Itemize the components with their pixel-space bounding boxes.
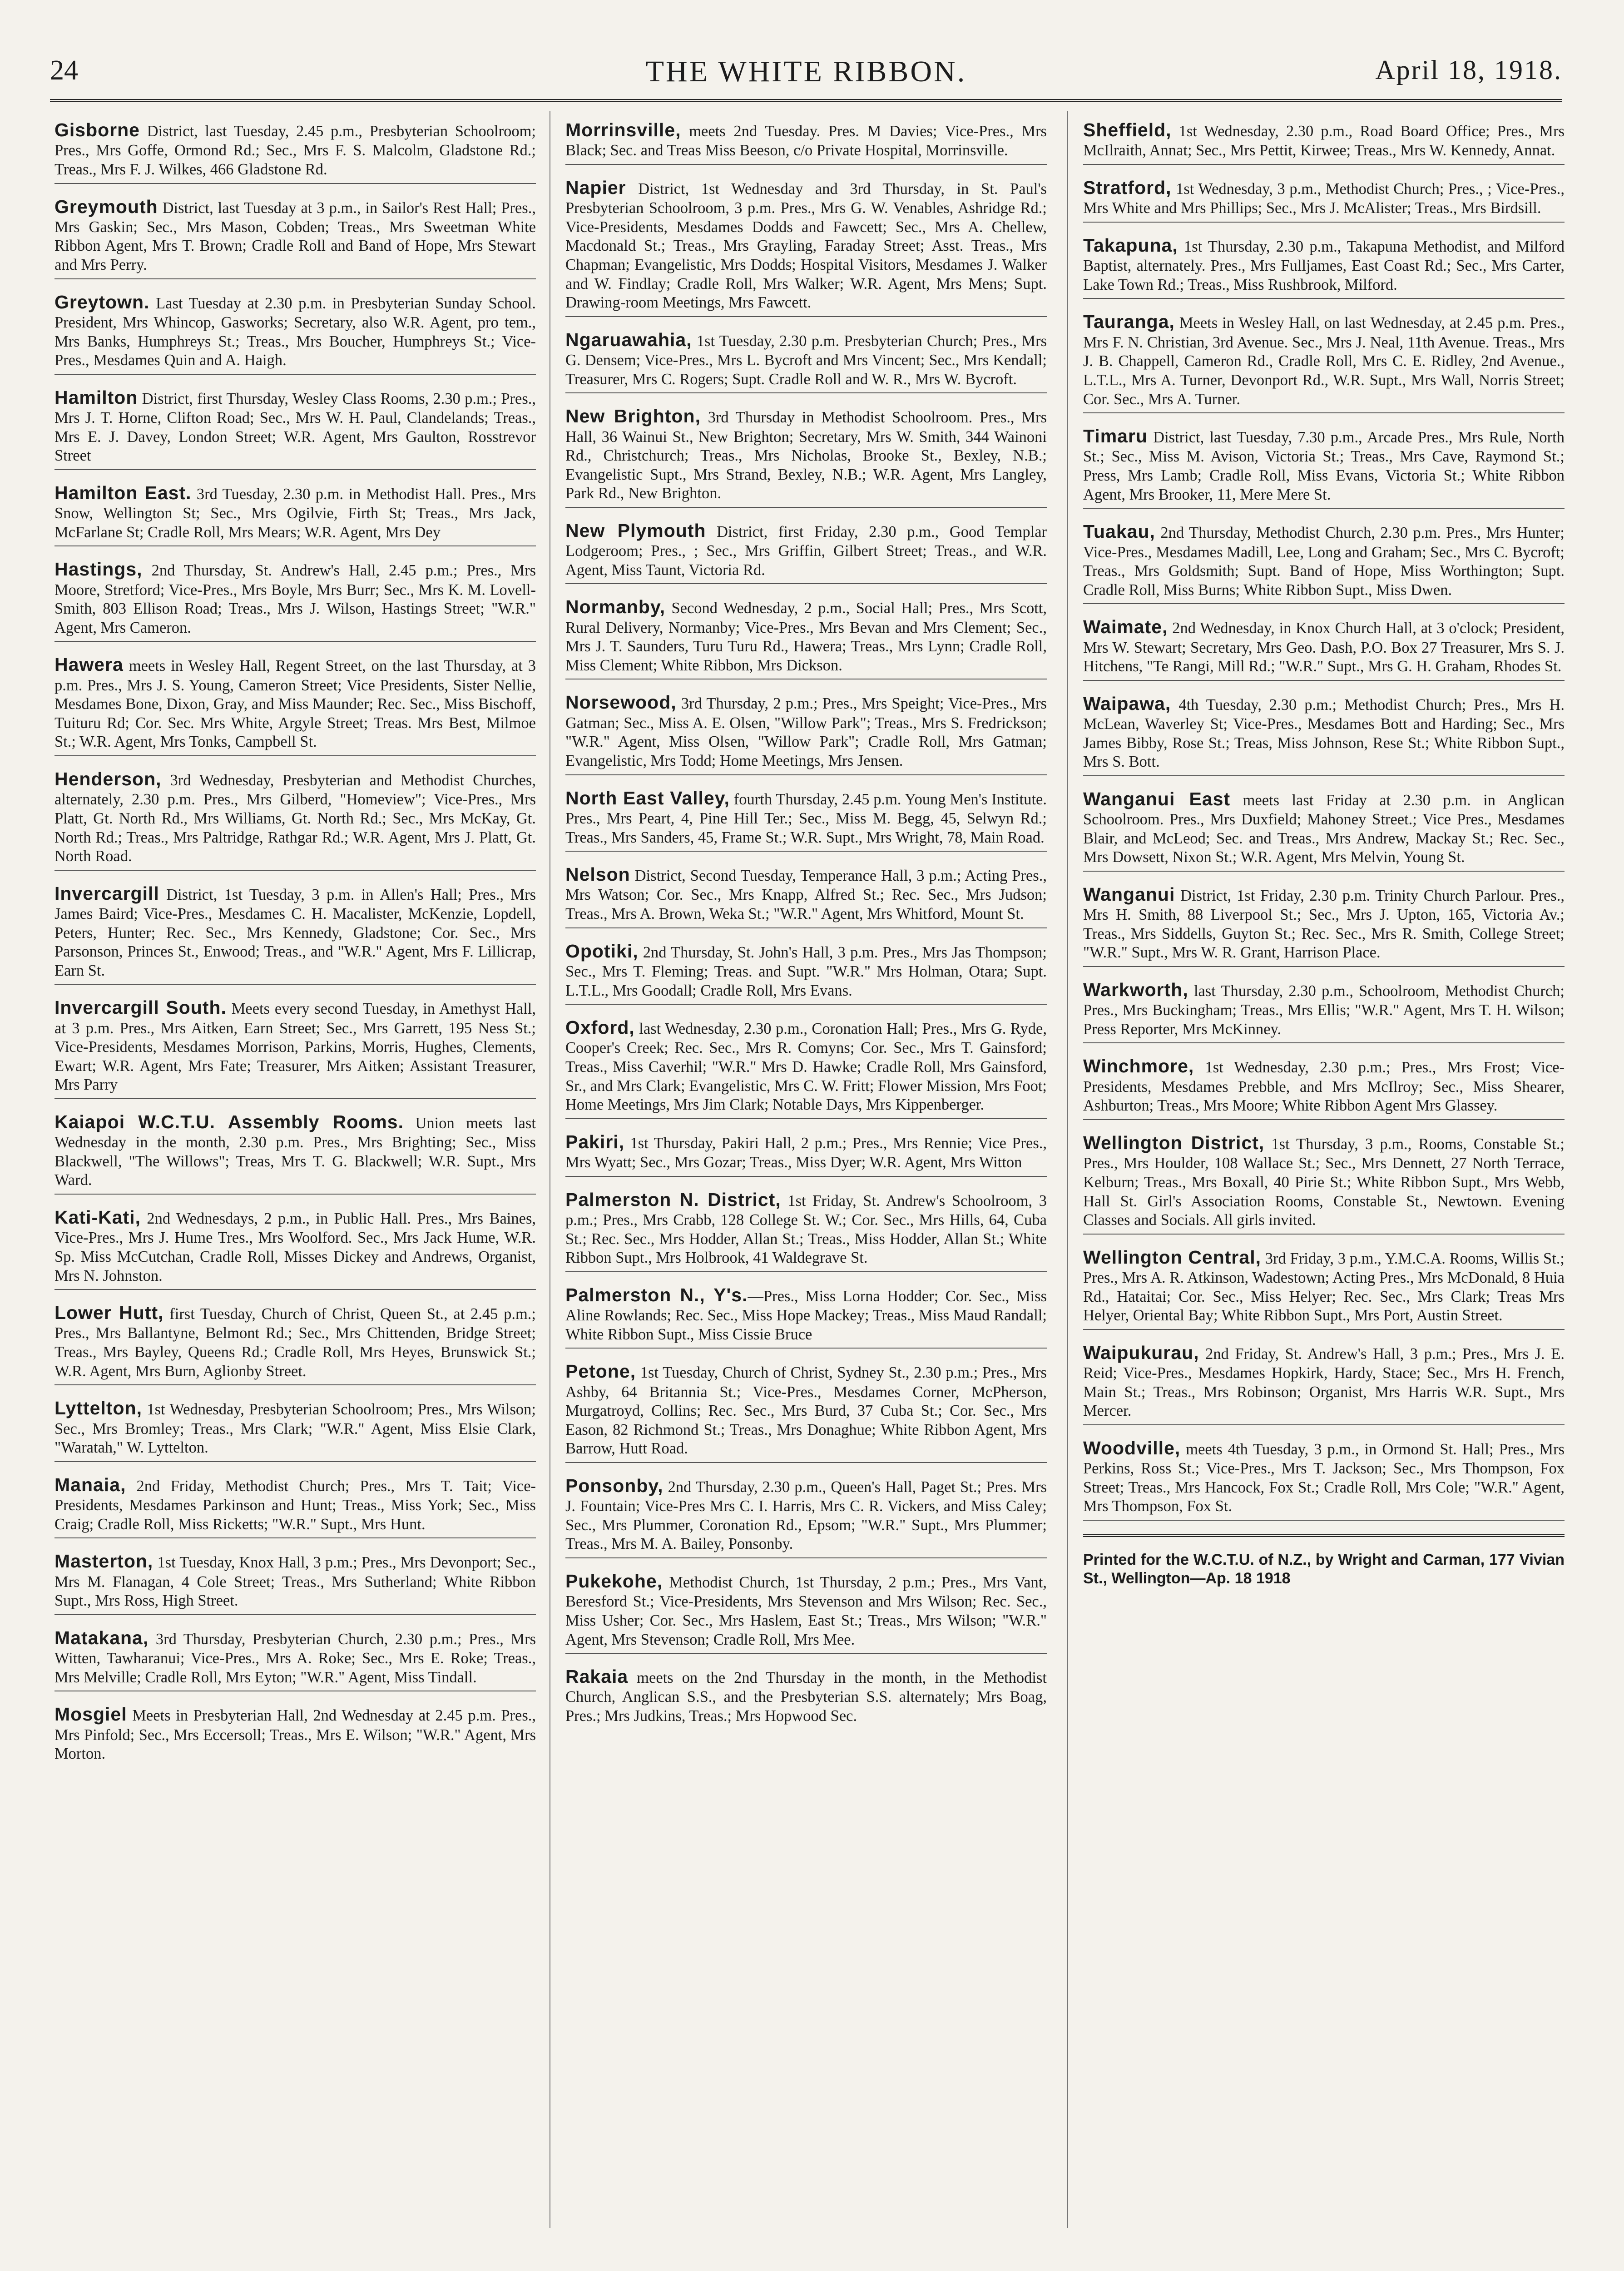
- branch-details: 2nd Friday, Methodist Church; Pres., Mrs T. Tait; Vice-Presidents, Mesdames Parkinson and Hunt; Treas., Miss York; Sec., Miss Craig; Cradle Roll, Miss Ricketts; "W.R." Supt., Mrs Hunt.: [54, 1477, 536, 1533]
- masthead-title: THE WHITE RIBBON.: [645, 55, 967, 88]
- branch-entry: [1083, 883, 1565, 967]
- branch-name: Lower Hutt,: [54, 1302, 164, 1324]
- branch-name: Palmerston N., Y's.: [565, 1284, 748, 1305]
- branch-entry: [1083, 1246, 1565, 1330]
- issue-date: April 18, 1918.: [1375, 55, 1562, 85]
- branch-name: Gisborne: [54, 119, 140, 140]
- branch-details: 3rd Friday, 3 p.m., Y.M.C.A. Rooms, Willis St.; Pres., Mrs A. R. Atkinson, Wadestown; Acting Pres., Mrs McDonald, 8 Huia Rd., Hataitai; Cor. Sec., Miss Helyer; Rec. Sec., Mrs Clark; Treas Mrs Helyer, Oriental Bay; White Ribbon Supt., Mrs Port, Austin Street.: [1083, 1250, 1565, 1324]
- branch-details: —Pres., Miss Lorna Hodder; Cor. Sec., Miss Aline Rowlands; Rec. Sec., Miss Hope Mackey; Treas., Miss Maud Randall; White Ribbon Supt., Miss Cissie Bruce: [565, 1287, 1047, 1343]
- branch-name: Morrinsville,: [565, 119, 681, 140]
- branch-entry: [565, 1570, 1047, 1654]
- branch-details: 1st Tuesday, Knox Hall, 3 p.m.; Pres., Mrs Devonport; Sec., Mrs M. Flanagan, 4 Cole Street; Treas., Mrs Sutherland; White Ribbon Supt., Mrs Ross, High Street.: [54, 1554, 536, 1610]
- branch-entry: [54, 1703, 536, 1767]
- branch-entry: [54, 119, 536, 184]
- branch-name: Hamilton East.: [54, 482, 192, 503]
- branch-entry: [565, 329, 1047, 394]
- branch-name: North East Valley,: [565, 787, 730, 808]
- branch-entry: [1083, 119, 1565, 165]
- branch-name: Normanby,: [565, 596, 666, 618]
- branch-name: Waipukurau,: [1083, 1342, 1199, 1363]
- branch-details: fourth Thursday, 2.45 p.m. Young Men's Institute. Pres., Mrs Peart, 4, Pine Hill Ter.; Sec., Miss M. Begg, 45, Selwyn Rd.; Treas., Mrs Sanders, 45, Frame St.; W.R. Supt., Mrs Wright, 78, Main Road.: [565, 790, 1047, 846]
- branch-name: Nelson: [565, 864, 630, 885]
- branch-details: 1st Tuesday, 2.30 p.m. Presbyterian Church; Pres., Mrs G. Densem; Vice-Pres., Mrs L. Bycroft and Mrs Vincent; Sec., Mrs Kendall; Treasurer, Mrs C. Rogers; Supt. Cradle Roll and W. R., Mrs W. Bycroft.: [565, 332, 1047, 388]
- branch-details: District, 1st Tuesday, 3 p.m. in Allen's Hall; Pres., Mrs James Baird; Vice-Pres., Mesdames C. H. Macalister, McKenzie, Lopdell, Peters, Hunter; Rec. Sec., Mrs Kennedy, Gladstone; Cor. Sec., Mrs Parsonson, Princes St., Enwood; Treas., and "W.R." Agent, Mrs F. Lillicrap, Earn St.: [54, 886, 536, 979]
- page-number: 24: [50, 55, 78, 86]
- branch-name: New Plymouth: [565, 520, 706, 541]
- branch-details: Second Wednesday, 2 p.m., Social Hall; Pres., Mrs Scott, Rural Delivery, Normanby; Vice-Pres., Mrs Bevan and Mrs Clement; Sec., Mrs J. T. Saunders, Turu Turu Rd., Hawera; Treas., Mrs Lynn; Cradle Roll, Miss Clement; White Ribbon, Mrs Dickson.: [565, 600, 1047, 674]
- branch-details: 3rd Thursday, 2 p.m.; Pres., Mrs Speight; Vice-Pres., Mrs Gatman; Sec., Miss A. E. Olsen, "Willow Park"; Treas., Mrs S. Fredrickson; "W.R." Agent, Miss Olsen, "Willow Park"; Cradle Roll, Mrs Gatman; Evangelistic, Mrs Todd; Home Meetings, Mrs Jensen.: [565, 695, 1047, 769]
- branch-details: 2nd Thursday, 2.30 p.m., Queen's Hall, Paget St.; Pres. Mrs J. Fountain; Vice-Pres Mrs C. I. Harris, Mrs C. R. Vickers, and Miss Caley; Sec., Mrs Plummer, Coronation Rd., Epsom; "W.R." Supt., Mrs Plummer; Treas., Mrs M. A. Bailey, Ponsonby.: [565, 1478, 1047, 1553]
- branch-details: 1st Thursday, 3 p.m., Rooms, Constable St.; Pres., Mrs Houlder, 108 Wallace St.; Sec., Mrs Dennett, 27 North Terrace, Kelburn; Treas., Mrs Boxall, 40 Pirie St.; White Ribbon Supt., Mrs Webb, Hall St. Girl's Association Rooms, Constable St., Newtown. Evening Classes and Socials. All girls invited.: [1083, 1136, 1565, 1229]
- branch-details: 1st Wednesday, 2.30 p.m.; Pres., Mrs Frost; Vice-Presidents, Mesdames Prebble, and Mrs McIlroy; Sec., Miss Shearer, Ashburton; Treas., Mrs Moore; White Ribbon Agent Mrs Glassey.: [1083, 1059, 1565, 1115]
- branch-entry: [1083, 1437, 1565, 1521]
- branch-entry: [565, 1016, 1047, 1119]
- branch-name: Pakiri,: [565, 1131, 625, 1152]
- branch-name: New Brighton,: [565, 406, 701, 427]
- branch-entry: [565, 787, 1047, 852]
- branch-entry: [565, 863, 1047, 928]
- branch-name: Takapuna,: [1083, 234, 1178, 256]
- branch-name: Waimate,: [1083, 616, 1168, 638]
- branch-entry: [54, 1627, 536, 1692]
- branch-details: 2nd Thursday, St. Andrew's Hall, 2.45 p.m.; Pres., Mrs Moore, Stretford; Vice-Pres., Mrs Boyle, Mrs Burr; Sec., Mrs K. M. Lovell-Smith, 803 Ellison Road; Treas., Mrs J. Wilson, Hastings Street; "W.R." Agent, Mrs Cameron.: [54, 562, 536, 636]
- branch-name: Oxford,: [565, 1017, 635, 1038]
- branch-entry: [1083, 616, 1565, 681]
- branch-details: last Thursday, 2.30 p.m., Schoolroom, Methodist Church; Pres., Mrs Buckingham; Treas., Mrs Ellis; "W.R." Agent, Mrs T. H. Wilson; Press Reporter, Mrs McKinney.: [1083, 982, 1565, 1038]
- branch-details: 1st Wednesday, Presbyterian Schoolroom; Pres., Mrs Wilson; Sec., Mrs Bromley; Treas., Mrs Clark; "W.R." Agent, Miss Elsie Clark, "Waratah," W. Lyttelton.: [54, 1401, 536, 1457]
- branch-entry: [54, 558, 536, 642]
- branch-details: District, 1st Wednesday and 3rd Thursday, in St. Paul's Presbyterian Schoolroom, 3 p.m. Pres., Mrs G. W. Venables, Ashridge Rd.; Vice-Presidents, Mesdames Dodds and Fawcett; Sec., Mrs A. Chellew, Macdonald St.; Treas., Mrs Grayling, Faraday Street; Asst. Treas., Mrs Chapman; Evangelistic, Mrs Dodds; Hospital Visitors, Mesdames J. Walker and W. Findlay; Cradle Roll, Mrs Walker; W.R. Agent, Mrs Mens; Supt. Drawing-room Meetings, Mrs Fawcett.: [565, 180, 1047, 312]
- branch-entry: [1083, 521, 1565, 604]
- branch-name: Wanganui East: [1083, 788, 1231, 809]
- branch-name: Greymouth: [54, 196, 158, 217]
- branch-details: 2nd Wednesday, in Knox Church Hall, at 3 o'clock; President, Mrs W. Stewart; Secretary, Mrs Geo. Dash, P.O. Box 27 Treasurer, Mrs S. J. Hitchens, "Te Rangi, Mill Rd.; "W.R." Supt., Mrs G. H. Graham, Rhodes St.: [1083, 620, 1565, 675]
- branch-details: 2nd Friday, St. Andrew's Hall, 3 p.m.; Pres., Mrs J. E. Reid; Vice-Pres., Mesdames Hopkirk, Hardy, Stace; Sec., Mrs H. French, Main St.; Treas., Mrs Robinson; Organist, Mrs Harris W.R. Supt., Mrs Mercer.: [1083, 1345, 1565, 1420]
- branch-entry: [565, 520, 1047, 585]
- branch-details: 1st Friday, St. Andrew's Schoolroom, 3 p.m.; Pres., Mrs Crabb, 128 College St. W.; Cor. Sec., Mrs Hills, 64, Cuba St.; Rec. Sec., Mrs Hodder, Allan St.; Treas., Miss Hodder, Allan St.; White Ribbon Supt., Mrs Holbrook, 41 Waldegrave St.: [565, 1192, 1047, 1267]
- branch-name: Matakana,: [54, 1627, 149, 1648]
- branch-entry: [54, 768, 536, 871]
- branch-details: 2nd Thursday, St. John's Hall, 3 p.m. Pres., Mrs Jas Thompson; Sec., Mrs T. Fleming; Treas. and Supt. "W.R." Mrs Holman, Otara; Supt. L.T.L., Mrs Goodall; Cradle Roll, Mrs Evans.: [565, 943, 1047, 999]
- branch-entry: [54, 387, 536, 470]
- branch-details: Meets in Presbyterian Hall, 2nd Wednesday at 2.45 p.m. Pres., Mrs Pinfold; Sec., Mrs Eccersoll; Treas., Mrs E. Wilson; "W.R." Agent, Mrs Morton.: [54, 1707, 536, 1763]
- branch-details: District, first Friday, 2.30 p.m., Good Templar Lodgeroom; Pres., ; Sec., Mrs Griffin, Gilbert Street; Treas., and W.R. Agent, Miss Taunt, Victoria Rd.: [565, 523, 1047, 579]
- branch-entry: [565, 177, 1047, 317]
- branch-details: 4th Tuesday, 2.30 p.m.; Methodist Church; Pres., Mrs H. McLean, Waverley St; Vice-Pres., Mesdames Bott and Harding; Sec., Mrs James Bibby, Rose St.; Treas, Miss Johnson, Rese St.; White Ribbon Supt., Mrs S. Bott.: [1083, 696, 1565, 771]
- branch-name: Lyttelton,: [54, 1398, 142, 1419]
- branch-details: 3rd Thursday, Presbyterian Church, 2.30 p.m.; Pres., Mrs Witten, Tawharanui; Vice-Pres., Mrs A. Roke; Sec., Mrs E. Roke; Treas., Mrs Melville; Cradle Roll, Mrs Eyton; "W.R." Agent, Miss Tindall.: [54, 1630, 536, 1686]
- branch-name: Invercargill: [54, 883, 159, 904]
- branch-entry: [1083, 311, 1565, 413]
- branch-entry: [54, 654, 536, 756]
- branch-entry: [54, 196, 536, 279]
- branch-entry: [1083, 1055, 1565, 1120]
- branch-entry: [565, 1189, 1047, 1272]
- branch-name: Hamilton: [54, 387, 138, 408]
- branch-name: Opotiki,: [565, 940, 639, 962]
- branch-name: Pukekohe,: [565, 1571, 663, 1592]
- branch-entry: [1083, 1132, 1565, 1235]
- branch-details: 2nd Wednesdays, 2 p.m., in Public Hall. Pres., Mrs Baines, Vice-Pres., Mrs J. Hume Tres., Mrs Woolford. Sec., Mrs Jack Hume, W.R. Sp. Miss McCutchan, Cradle Roll, Misses Dickey and Andrews, Organist, Mrs N. Johnston.: [54, 1210, 536, 1284]
- branch-name: Palmerston N. District,: [565, 1189, 781, 1210]
- branch-details: District, 1st Friday, 2.30 p.m. Trinity Church Parlour. Pres., Mrs H. Smith, 88 Liverpool St.; Sec., Mrs J. Upton, 165, Victoria Av.; Treas., Mrs Siddells, Guyton St.; Rec. Sec., Mrs R. Smith, College Street; "W.R." Supt., Mrs W. R. Grant, Harrison Place.: [1083, 887, 1565, 962]
- branch-details: meets on the 2nd Thursday in the month, in the Methodist Church, Anglican S.S., and the Presbyterian S.S. alternately; Mrs Boag, Pres.; Mrs Judkins, Treas.; Mrs Hopwood Sec.: [565, 1669, 1047, 1725]
- branch-entry: [54, 1206, 536, 1290]
- branch-entry: [54, 1474, 536, 1539]
- branch-details: 1st Thursday, 2.30 p.m., Takapuna Methodist, and Milford Baptist, alternately. Pres., Mrs Fulljames, East Coast Rd.; Sec., Mrs Carter, Lake Town Rd.; Treas., Miss Rushbrook, Milford.: [1083, 238, 1565, 293]
- branch-name: Waipawa,: [1083, 693, 1171, 714]
- branch-name: Winchmore,: [1083, 1056, 1194, 1077]
- branch-details: District, last Tuesday, 2.45 p.m., Presbyterian Schoolroom; Pres., Mrs Goffe, Ormond Rd.; Sec., Mrs F. S. Malcolm, Gladstone Rd.; Treas., Mrs F. J. Wilkes, 466 Gladstone Rd.: [54, 123, 536, 178]
- column-2: [565, 119, 1047, 1741]
- branch-details: Meets every second Tuesday, in Amethyst Hall, at 3 p.m. Pres., Mrs Aitken, Earn Street; Sec., Mrs Garrett, 195 Ness St.; Vice-Presidents, Mesdames Morrison, Parkins, Morris, Hughes, Clements, Ewart; W.R. Agent, Mrs Fate; Treasurer, Mrs Aitken; Assistant Treasurer, Mrs Parry: [54, 1000, 536, 1094]
- printer-imprint: Printed for the W.C.T.U. of N.Z., by Wright and Carman, 177 Vivian St., Wellington—Ap. 18 1918: [1083, 1534, 1565, 1588]
- branch-name: Masterton,: [54, 1551, 153, 1572]
- branch-details: meets last Friday at 2.30 p.m. in Anglican Schoolroom. Pres., Mrs Duxfield; Mahoney Street.; Vice Pres., Mesdames Blair, and McLeod; Sec. and Treas., Mrs Andrew, Mackay St.; Rec. Sec., Mrs Dowsett, Nixon St.; W.R. Agent, Mrs Melvin, Young St.: [1083, 791, 1565, 866]
- branch-details: District, last Tuesday, 7.30 p.m., Arcade Pres., Mrs Rule, North St.; Sec., Miss M. Avison, Victoria St.; Treas., Mrs Cave, Raymond St.; Press, Mrs Lamb; Cradle Roll, Miss Evans, Victoria St.; White Ribbon Agent, Mrs Brooker, 11, Mere Mere St.: [1083, 429, 1565, 503]
- branch-entry: [565, 1360, 1047, 1463]
- branch-name: Wellington District,: [1083, 1132, 1265, 1153]
- branch-entry: [54, 1302, 536, 1385]
- branch-name: Invercargill South.: [54, 997, 227, 1018]
- branch-name: Petone,: [565, 1361, 636, 1382]
- branch-entry: [54, 997, 536, 1099]
- branch-details: 3rd Thursday in Methodist Schoolroom. Pres., Mrs Hall, 36 Wainui St., New Brighton; Secretary, Mrs W. Smith, 344 Wainoni Rd., Christchurch; Treas., Mrs Nicholas, Brooke St., Bexley, N.B.; Evangelistic Supt., Mrs Strand, Bexley, N.B.; W.R. Agent, Mrs Langley, Park Rd., New Brighton.: [565, 409, 1047, 502]
- branch-details: 1st Tuesday, Church of Christ, Sydney St., 2.30 p.m.; Pres., Mrs Ashby, 64 Britannia St.; Vice-Pres., Mesdames Corner, McPherson, Murgatroyd, Collins; Rec. Sec., Mrs Burd, 37 Cuba St.; Cor. Sec., Mrs Eason, 82 Richmond St.; Treas., Mrs Donaghue; White Ribbon Agent, Mrs Barrow, Hutt Road.: [565, 1364, 1047, 1458]
- branch-name: Rakaia: [565, 1666, 629, 1687]
- branch-entry: [54, 291, 536, 375]
- branch-details: 2nd Thursday, Methodist Church, 2.30 p.m. Pres., Mrs Hunter; Vice-Pres., Mesdames Madill, Lee, Long and Graham; Sec., Mrs C. Bycroft; Treas., Mrs Goldsmith; Supt. Band of Hope, Miss Worthington; Supt. Cradle Roll, Miss Burns; White Ribbon Supt., Miss Dwen.: [1083, 524, 1565, 599]
- header-rule: [50, 99, 1562, 102]
- column-divider: [1067, 111, 1068, 2228]
- branch-name: Manaia,: [54, 1474, 126, 1495]
- branch-entry: [565, 691, 1047, 775]
- branch-details: Last Tuesday at 2.30 p.m. in Presbyterian Sunday School. President, Mrs Whincop, Gasworks; Secretary, also W.R. Agent, pro tem., Mrs Banks, Humphreys St.; Treas., Mrs Boucher, Humphreys St.; Vice-Pres., Mesdames Quin and A. Haigh.: [54, 294, 536, 369]
- branch-name: Stratford,: [1083, 177, 1172, 198]
- branch-name: Kaiapoi W.C.T.U. Assembly Rooms.: [54, 1111, 404, 1132]
- branch-entry: [1083, 788, 1565, 872]
- branch-details: meets 2nd Tuesday. Pres. M Davies; Vice-Pres., Mrs Black; Sec. and Treas Miss Beeson, c/o Private Hospital, Morrinsville.: [565, 123, 1047, 159]
- branch-entry: [1083, 979, 1565, 1044]
- column-1: [54, 119, 536, 1779]
- branch-entry: [54, 883, 536, 985]
- branch-name: Ponsonby,: [565, 1475, 663, 1496]
- branch-entry: [54, 1550, 536, 1615]
- branch-details: meets in Wesley Hall, Regent Street, on the last Thursday, at 3 p.m. Pres., Mrs J. S. Young, Cameron Street; Vice Presidents, Sister Nellie, Mesdames Bone, Dixon, Gray, and Miss Maunder; Rec. Sec., Miss Bischoff, Tuituru Rd; Cor. Sec. Mrs White, Argyle Street; Treas. Mrs Best, Milmoe St.; W.R. Agent, Mrs Tonks, Campbell St.: [54, 657, 536, 751]
- branch-name: Timaru: [1083, 426, 1148, 447]
- branch-entry: [565, 1475, 1047, 1558]
- branch-entry: [565, 596, 1047, 679]
- branch-name: Ngaruawahia,: [565, 329, 692, 350]
- branch-details: Union meets last Wednesday in the month, 2.30 p.m. Pres., Mrs Brighting; Sec., Miss Blackwell, "The Willows"; Treas, Mrs T. G. Blackwell; W.R. Supt., Mrs Ward.: [54, 1114, 536, 1189]
- branch-name: Wellington Central,: [1083, 1246, 1261, 1268]
- branch-details: 1st Wednesday, 3 p.m., Methodist Church; Pres., ; Vice-Pres., Mrs White and Mrs Phillips; Sec., Mrs J. McAlister; Treas., Mrs Birdsill.: [1083, 180, 1565, 217]
- branch-details: last Wednesday, 2.30 p.m., Coronation Hall; Pres., Mrs G. Ryde, Cooper's Creek; Rec. Sec., Mrs R. Comyns; Cor. Sec., Mrs T. Gainsford; Treas., Miss Caverhil; "W.R." Mrs D. Hawke; Cradle Roll, Mrs Gainsford, Sr., and Mrs Clark; Evangelistic, Mrs C. W. Fritt; Flower Mission, Mrs Foot; Home Meetings, Mrs Jim Clark; Notable Days, Mrs Kippenberger.: [565, 1020, 1047, 1114]
- branch-name: Hawera: [54, 654, 124, 675]
- branch-entry: [54, 482, 536, 547]
- branch-entry: [1083, 234, 1565, 299]
- branch-name: Napier: [565, 177, 626, 198]
- branch-details: Meets in Wesley Hall, on last Wednesday, at 2.45 p.m. Pres., Mrs F. N. Christian, 3rd Avenue. Sec., Mrs J. Neal, 11th Avenue. Treas., Mrs J. B. Chappell, Cameron Rd., Cradle Roll, Mrs C. E. Ridley, 2nd Avenue., L.T.L., Mrs A. Turner, Devonport Rd., W.R. Supt., Mrs Wall, Norris Street; Cor. Sec., Mrs A. Turner.: [1083, 314, 1565, 408]
- branch-details: first Tuesday, Church of Christ, Queen St., at 2.45 p.m.; Pres., Mrs Ballantyne, Belmont Rd.; Sec., Mrs Chittenden, Bridge Street; Treas., Mrs Bayley, Queens Rd.; Cradle Roll, Mrs Heyes, Brunswick St.; W.R. Agent, Mrs Burn, Aglionby Street.: [54, 1305, 536, 1380]
- branch-name: Wanganui: [1083, 883, 1175, 905]
- branch-name: Hastings,: [54, 559, 143, 580]
- branch-details: 3rd Tuesday, 2.30 p.m. in Methodist Hall. Pres., Mrs Snow, Wellington St; Sec., Mrs Ogilvie, Firth St; Treas., Mrs Jack, McFarlane St; Cradle Roll, Mrs Mears; W.R. Agent, Mrs Dey: [54, 485, 536, 541]
- branch-name: Warkworth,: [1083, 979, 1188, 1000]
- branch-entry: [565, 1284, 1047, 1349]
- branch-name: Tuakau,: [1083, 521, 1155, 542]
- branch-name: Norsewood,: [565, 692, 677, 713]
- branch-name: Greytown.: [54, 291, 150, 312]
- branch-details: District, first Thursday, Wesley Class Rooms, 2.30 p.m.; Pres., Mrs J. T. Horne, Clifton Road; Sec., Mrs W. H. Paul, Clandelands; Treas., Mrs E. J. Davey, London Street; W.R. Agent, Mrs Gaulton, Rosstrevor Street: [54, 390, 536, 465]
- branch-name: Sheffield,: [1083, 119, 1172, 140]
- branch-entry: [565, 119, 1047, 165]
- branch-name: Woodville,: [1083, 1437, 1181, 1458]
- branch-details: District, last Tuesday at 3 p.m., in Sailor's Rest Hall; Pres., Mrs Gaskin; Sec., Mrs Mason, Cobden; Treas., Mrs Sweetman White Ribbon Agent, Mrs T. Brown; Cradle Roll and Band of Hope, Mrs Stewart and Mrs Perry.: [54, 199, 536, 274]
- branch-entry: [565, 1666, 1047, 1730]
- branch-entry: [565, 940, 1047, 1005]
- branch-entry: [1083, 177, 1565, 223]
- branch-details: 1st Wednesday, 2.30 p.m., Road Board Office; Pres., Mrs McIlraith, Annat; Sec., Mrs Pettit, Kirwee; Treas., Mrs W. Kennedy, Annat.: [1083, 123, 1565, 159]
- branch-entry: [1083, 425, 1565, 509]
- branch-entry: [1083, 693, 1565, 776]
- branch-details: 1st Thursday, Pakiri Hall, 2 p.m.; Pres., Mrs Rennie; Vice Pres., Mrs Wyatt; Sec., Mrs Gozar; Treas., Miss Dyer; W.R. Agent, Mrs Witton: [565, 1134, 1047, 1171]
- branch-name: Tauranga,: [1083, 311, 1175, 332]
- branch-entry: [1083, 1342, 1565, 1425]
- branch-entry: [565, 405, 1047, 508]
- branch-entry: [54, 1397, 536, 1462]
- branch-name: Mosgiel: [54, 1704, 127, 1725]
- branch-entry: [54, 1111, 536, 1195]
- branch-details: 3rd Wednesday, Presbyterian and Methodist Churches, alternately, 2.30 p.m. Pres., Mrs Gilberd, "Homeview"; Vice-Pres., Mrs Platt, Gt. North Rd., Mrs Williams, Gt. North Rd.; Sec., Mrs McKay, Gt. North Rd.; Treas., Mrs Paltridge, Rathgar Rd.; W.R. Agent, Mrs J. Platt, Gt. North Road.: [54, 771, 536, 865]
- branch-details: District, Second Tuesday, Temperance Hall, 3 p.m.; Acting Pres., Mrs Watson; Cor. Sec., Mrs Knapp, Alfred St.; Rec. Sec., Mrs Judson; Treas., Mrs A. Brown, Weka St.; "W.R." Agent, Mrs Whitford, Mount St.: [565, 867, 1047, 923]
- branch-entry: [565, 1131, 1047, 1177]
- column-3: [1083, 119, 1565, 1587]
- branch-details: Methodist Church, 1st Thursday, 2 p.m.; Pres., Mrs Vant, Beresford St.; Vice-Presidents, Mrs Stevenson and Mrs Wilson; Rec. Sec., Miss Usher; Cor. Sec., Mrs Haslem, East St.; Treas., Mrs Wilson; "W.R." Agent, Mrs Stevenson; Cradle Roll, Mrs Mee.: [565, 1574, 1047, 1648]
- page-header: [50, 50, 1562, 100]
- branch-name: Kati-Kati,: [54, 1206, 141, 1228]
- branch-details: meets 4th Tuesday, 3 p.m., in Ormond St. Hall; Pres., Mrs Perkins, Ross St.; Vice-Pres., Mrs T. Jackson; Sec., Mrs Thompson, Fox Street; Treas., Mrs Hancock, Fox St.; Cradle Roll, Mrs Cole; "W.R." Agent, Mrs Thompson, Fox St.: [1083, 1440, 1565, 1515]
- branch-name: Henderson,: [54, 768, 162, 789]
